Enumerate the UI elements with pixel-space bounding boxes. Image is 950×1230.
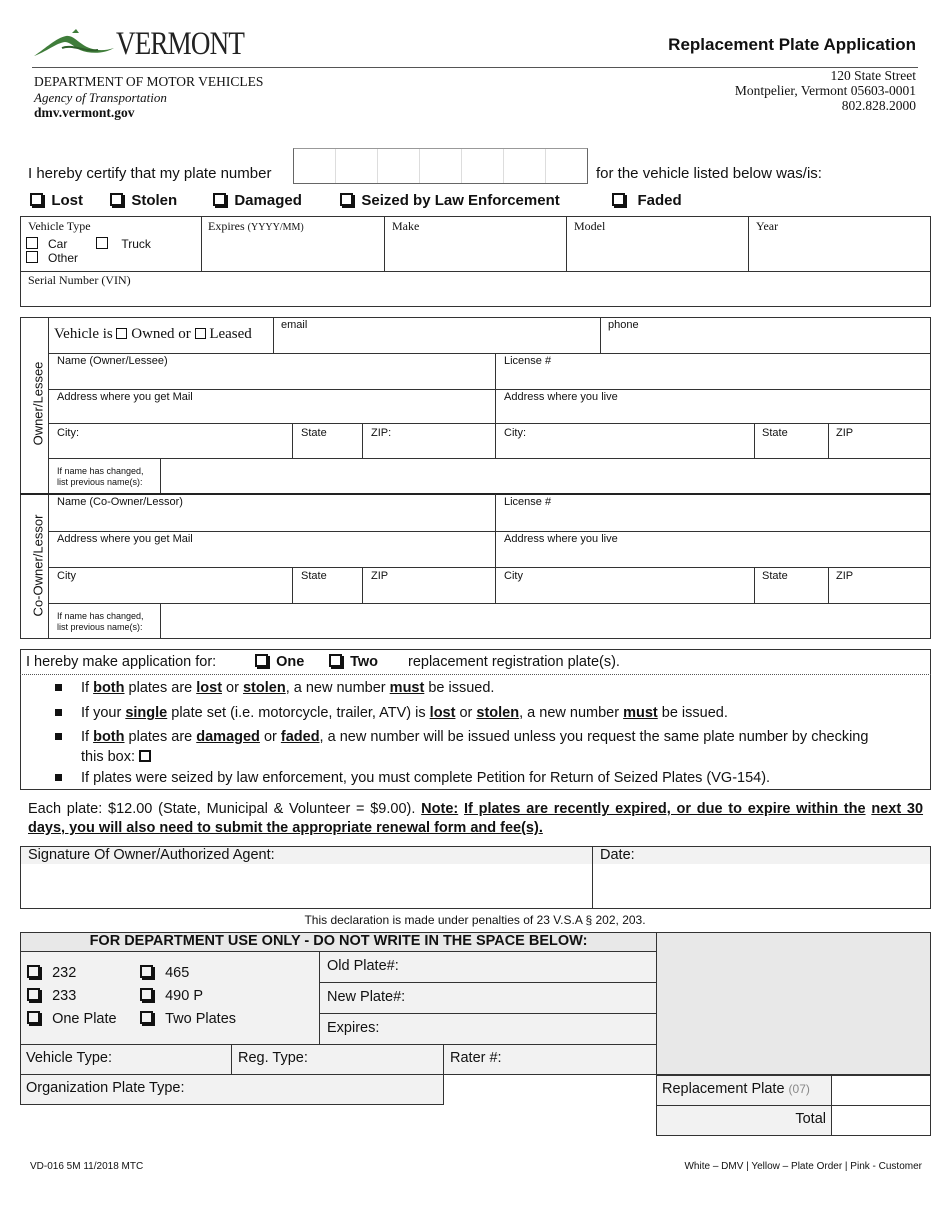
b1-a: If (81, 680, 94, 696)
truck-checkbox[interactable] (96, 237, 108, 249)
vehicle-col-1 (201, 216, 202, 272)
model-label: Model (574, 219, 606, 233)
b2-b: single (125, 705, 168, 721)
bullet-text-4: If plates were seized by law enforcement, you must complete Petition for Return of Seized Plates (VG-154). (81, 770, 771, 786)
dept-heading-rule (20, 951, 657, 952)
b3-g: , a new number will be issued unless you request the same plate number by checking (319, 729, 869, 745)
b2-e: or (455, 705, 477, 721)
dept-codes-divider (319, 951, 320, 1044)
vin-label: Serial Number (VIN) (28, 273, 131, 287)
one-plate-code-checkbox[interactable] (27, 1011, 40, 1024)
b2-a: If your (81, 705, 126, 721)
replacement-plate-text: Replacement Plate (662, 1081, 785, 1097)
b3-a: If (81, 729, 94, 745)
owner-col-mid (495, 353, 496, 458)
owner-city-label: City: (57, 427, 79, 439)
owner-section-label: Owner/Lessee (30, 361, 46, 446)
owner-row-2 (48, 389, 931, 390)
form-title: Replacement Plate Application (668, 35, 916, 54)
application-prefix: I hereby make application for: (26, 654, 217, 670)
note-text-2: next 30 days, you will also need to submit the appropriate renewal form and fee(s). (28, 801, 924, 836)
b3-b: both (93, 729, 125, 745)
coowner-prev-name-1: If name has changed, (57, 611, 144, 621)
expires-text: Expires (208, 219, 245, 233)
damaged-checkbox[interactable] (213, 193, 226, 206)
two-plate-checkbox[interactable] (329, 654, 342, 667)
code-two-plates[interactable] (140, 1011, 236, 1027)
certify-prefix: I hereby certify that my plate number (28, 165, 272, 182)
fee-note (28, 800, 923, 838)
faded-checkbox[interactable] (612, 193, 625, 206)
coowner-col-prev (160, 603, 161, 639)
owner-col-zip2 (828, 423, 829, 458)
b1-i: be issued. (424, 680, 495, 696)
coowner-name-label: Name (Co-Owner/Lessor) (57, 496, 183, 508)
owned-checkbox[interactable] (116, 328, 127, 339)
state-name: VERMONT (116, 26, 245, 62)
date-label: Date: (600, 847, 635, 863)
coowner-col-zip2 (828, 567, 829, 603)
coowner-row-2 (48, 567, 931, 568)
truck-label: Truck (121, 237, 151, 251)
total-label: Total (795, 1111, 826, 1127)
lost-checkbox[interactable] (30, 193, 43, 206)
b3-e: or (259, 729, 281, 745)
leased-checkbox[interactable] (195, 328, 206, 339)
code-233-label: 233 (52, 988, 77, 1004)
dept-old-plate-rule (319, 982, 657, 983)
coowner-zip2-label: ZIP (836, 570, 854, 582)
vehicle-type-label: Vehicle Type (28, 219, 91, 233)
seized-checkbox[interactable] (340, 193, 353, 206)
coowner-col-mid (495, 494, 496, 603)
code-490p-checkbox[interactable] (140, 988, 153, 1001)
expires-label (208, 219, 304, 234)
dept-blank-cell (444, 1075, 656, 1107)
coowner-city-label: City (57, 570, 76, 582)
coowner-col-state2 (754, 567, 755, 603)
vehicle-col-4 (748, 216, 749, 272)
two-plates-label: Two Plates (165, 1011, 237, 1027)
code-232-checkbox[interactable] (27, 965, 40, 978)
bullet-text-1 (81, 678, 494, 698)
signature-field[interactable] (22, 865, 590, 907)
owner-side-divider (48, 317, 49, 639)
coowner-state-label: State (301, 570, 327, 582)
b1-c: plates are (124, 680, 197, 696)
dept-reg-divider (231, 1044, 232, 1074)
replacement-plate-label (662, 1081, 810, 1097)
dept-use-heading: FOR DEPARTMENT USE ONLY - DO NOT WRITE IN THE SPACE BELOW: (89, 933, 588, 949)
dept-vehicle-type-label: Vehicle Type: (26, 1050, 112, 1066)
dept-use-right-panel (656, 932, 931, 1075)
owner-name-label: Name (Owner/Lessee) (57, 355, 168, 367)
dept-name: DEPARTMENT OF MOTOR VEHICLES (34, 74, 264, 89)
reason-lost[interactable] (30, 192, 83, 209)
two-plates-code-checkbox[interactable] (140, 1011, 153, 1024)
owner-col-prev (160, 458, 161, 493)
b2-i: be issued. (657, 705, 728, 721)
b3-d: damaged (196, 729, 260, 745)
date-field[interactable] (594, 865, 929, 907)
coowner-col-state (292, 567, 293, 603)
owner-col-state (292, 423, 293, 458)
one-plate-checkbox[interactable] (255, 654, 268, 667)
vehicle-is-row (54, 326, 252, 343)
owner-zip-label: ZIP: (371, 427, 392, 439)
year-label: Year (756, 219, 779, 233)
owner-col-email (273, 317, 274, 353)
code-465-checkbox[interactable] (140, 965, 153, 978)
b1-d: lost (196, 680, 223, 696)
code-233-checkbox[interactable] (27, 988, 40, 1001)
b1-g: , a new number (285, 680, 390, 696)
total-amount[interactable] (831, 1105, 931, 1136)
bullet-2 (55, 709, 62, 716)
owner-city2-label: City: (504, 427, 526, 439)
code-465[interactable] (140, 965, 189, 981)
declaration: This declaration is made under penalties of 23 V.S.A § 202, 203. (304, 913, 646, 927)
owned-label: Owned or (131, 326, 191, 342)
car-label: Car (48, 237, 68, 251)
code-465-label: 465 (165, 965, 190, 981)
two-label: Two (350, 654, 378, 670)
seized-label: Seized by Law Enforcement (361, 192, 560, 209)
b2-c: plate set (i.e. motorcycle, trailer, ATV) is (167, 705, 430, 721)
new-plate-label: New Plate#: (327, 989, 406, 1005)
owner-coowner-divider (20, 493, 931, 495)
b1-f: stolen (242, 680, 286, 696)
car-checkbox[interactable] (26, 237, 38, 249)
owner-col-phone (600, 317, 601, 353)
website: dmv.vermont.gov (34, 105, 135, 120)
reason-damaged[interactable] (213, 192, 302, 209)
reason-faded[interactable] (612, 192, 682, 209)
bullet-text-3 (81, 727, 931, 767)
street-address: 120 State Street (830, 68, 916, 83)
code-490p[interactable] (140, 988, 203, 1004)
plates-one[interactable] (255, 654, 304, 670)
plates-two[interactable] (329, 654, 378, 670)
coowner-live-label: Address where you live (504, 533, 618, 545)
dept-new-plate-rule (319, 1013, 657, 1014)
vehicle-divider (20, 271, 931, 272)
coowner-prev-name-2: list previous name(s): (57, 622, 143, 632)
type-other[interactable] (26, 251, 78, 265)
b1-e: or (222, 680, 243, 696)
dept-expires-rule (20, 1044, 657, 1045)
vermont-logo (32, 26, 252, 64)
other-checkbox[interactable] (26, 251, 38, 263)
phone-label: phone (608, 319, 639, 331)
owner-prev-name-1: If name has changed, (57, 466, 144, 476)
faded-label: Faded (637, 192, 682, 209)
replacement-plate-code: (07) (788, 1082, 810, 1096)
type-truck[interactable] (96, 237, 151, 251)
org-plate-label: Organization Plate Type: (26, 1080, 185, 1096)
stolen-label: Stolen (131, 192, 178, 209)
coowner-license-label: License # (504, 496, 552, 508)
header-rule (32, 67, 918, 68)
b3-line2: this box: (81, 749, 135, 765)
b2-h: must (623, 705, 658, 721)
application-suffix: replacement registration plate(s). (408, 654, 620, 670)
owner-col-zip (362, 423, 363, 458)
bullet-text-2 (81, 703, 728, 723)
signature-label: Signature Of Owner/Authorized Agent: (28, 847, 275, 863)
owner-row-3 (48, 423, 931, 424)
make-label: Make (392, 219, 420, 233)
type-car[interactable] (26, 237, 67, 251)
email-label: email (281, 319, 308, 331)
note-label: Note: (421, 801, 459, 817)
code-232-label: 232 (52, 965, 77, 981)
b2-f: stolen (476, 705, 520, 721)
coowner-state2-label: State (762, 570, 788, 582)
owner-row-1 (48, 353, 931, 354)
b2-g: , a new number (519, 705, 624, 721)
reason-stolen[interactable] (110, 192, 177, 209)
stolen-checkbox[interactable] (110, 193, 123, 206)
replacement-plate-amount[interactable] (831, 1075, 931, 1106)
owner-mail-label: Address where you get Mail (57, 391, 193, 403)
coowner-section-label: Co-Owner/Lessor (30, 514, 46, 617)
form-id: VD-016 5M 11/2018 MTC (30, 1161, 144, 1172)
b1-h: must (389, 680, 425, 696)
copy-distribution: White – DMV | Yellow – Plate Order | Pink - Customer (684, 1161, 922, 1172)
dmv-phone: 802.828.2000 (841, 98, 916, 113)
coowner-row-1 (48, 531, 931, 532)
coowner-mail-label: Address where you get Mail (57, 533, 193, 545)
plate-number-input[interactable] (293, 148, 588, 184)
leased-label: Leased (209, 326, 252, 342)
vehicle-is-label: Vehicle is (54, 326, 113, 342)
bullet-4 (55, 774, 62, 781)
vehicle-col-2 (384, 216, 385, 272)
signature-divider (592, 846, 593, 909)
code-233[interactable] (27, 988, 76, 1004)
bullet-1 (55, 684, 62, 691)
coowner-city2-label: City (504, 570, 523, 582)
one-label: One (276, 654, 305, 670)
owner-zip2-label: ZIP (836, 427, 854, 439)
code-232[interactable] (27, 965, 76, 981)
other-label: Other (48, 251, 79, 265)
rater-label: Rater #: (450, 1050, 502, 1066)
b2-d: lost (429, 705, 456, 721)
coowner-zip-label: ZIP (371, 570, 389, 582)
coowner-row-3 (48, 603, 931, 604)
owner-state-label: State (301, 427, 327, 439)
note-text-1: If plates are recently expired, or due to expire within the (463, 801, 866, 817)
owner-row-4 (48, 458, 931, 459)
reg-type-label: Reg. Type: (238, 1050, 308, 1066)
reason-seized[interactable] (340, 192, 560, 209)
vehicle-col-3 (566, 216, 567, 272)
city-address: Montpelier, Vermont 05603-0001 (734, 83, 916, 98)
fee-text: Each plate: $12.00 (State, Municipal & Volunteer = $9.00). (28, 801, 416, 817)
code-490p-label: 490 P (165, 988, 203, 1004)
b3-c: plates are (124, 729, 197, 745)
owner-license-label: License # (504, 355, 552, 367)
owner-state2-label: State (762, 427, 788, 439)
damaged-label: Damaged (234, 192, 302, 209)
b3-f: faded (280, 729, 320, 745)
code-one-plate[interactable] (27, 1011, 117, 1027)
application-dotted-divider (20, 674, 931, 675)
lost-label: Lost (51, 192, 84, 209)
owner-col-state2 (754, 423, 755, 458)
expires-format: (YYYY/MM) (247, 222, 304, 233)
one-plate-label: One Plate (52, 1011, 117, 1027)
owner-prev-name-2: list previous name(s): (57, 477, 143, 487)
same-number-checkbox[interactable] (139, 750, 151, 762)
agency-name: Agency of Transportation (34, 90, 167, 105)
owner-live-label: Address where you live (504, 391, 618, 403)
certify-suffix: for the vehicle listed below was/is: (596, 165, 822, 182)
coowner-col-zip (362, 567, 363, 603)
b1-b: both (93, 680, 125, 696)
dept-expires-label: Expires: (327, 1020, 380, 1036)
bullet-3 (55, 733, 62, 740)
vehicle-table (20, 216, 931, 307)
mountain-logo-icon (32, 26, 122, 64)
old-plate-label: Old Plate#: (327, 958, 399, 974)
